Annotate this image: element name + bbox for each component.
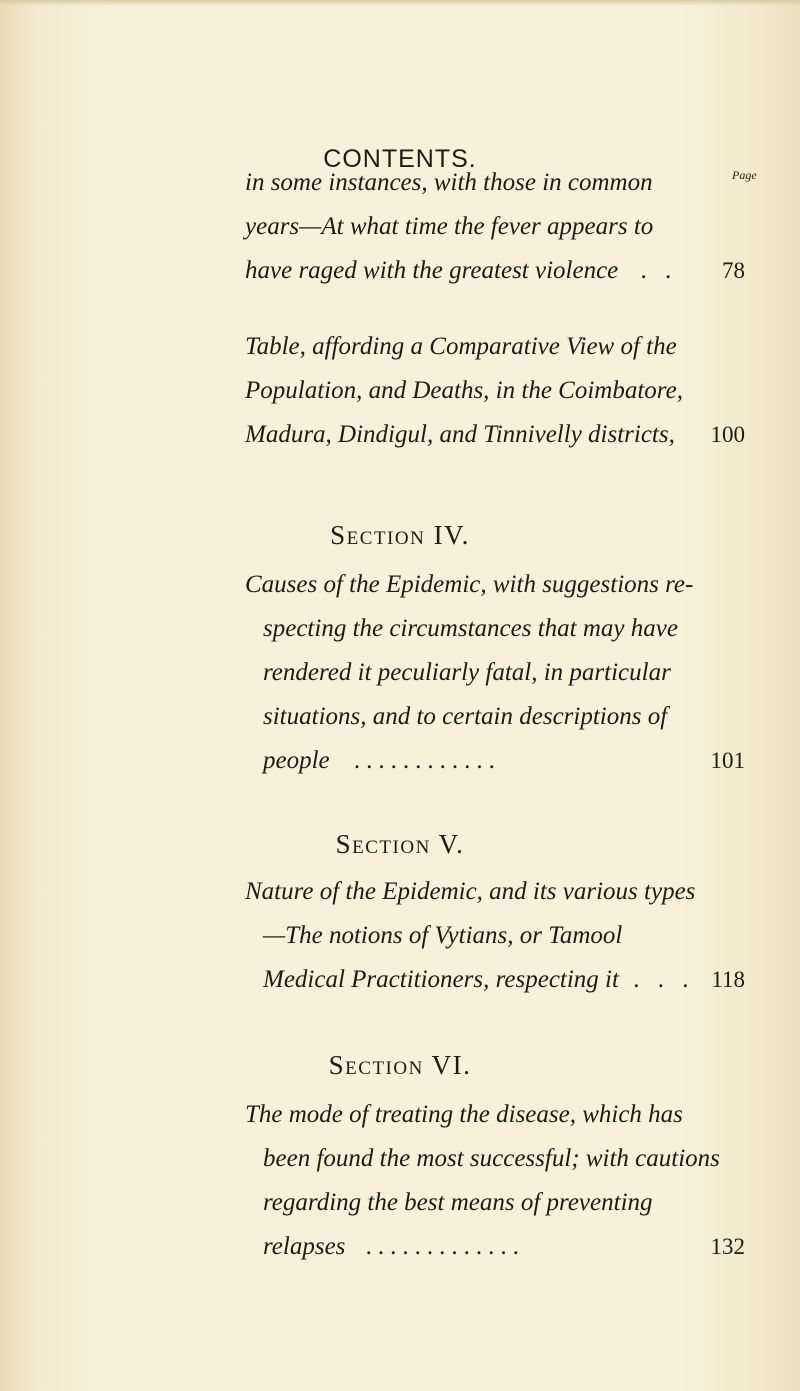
- contents-heading: CONTENTS.: [323, 145, 477, 173]
- dot-leader: ............: [353, 747, 501, 774]
- dot-leader: . .: [640, 257, 678, 284]
- section-heading: Section IV.: [330, 520, 470, 550]
- entry-line: years—At what time the fever appears to: [245, 213, 654, 240]
- dot-leader: .............: [365, 1233, 525, 1260]
- entry-line: Nature of the Epidemic, and its various types: [245, 878, 696, 905]
- dot-leader: . . .: [633, 966, 695, 993]
- entry-line-text: relapses: [263, 1233, 346, 1260]
- contents-entry: [245, 161, 745, 293]
- entry-line: regarding the best means of preventing: [263, 1189, 653, 1216]
- entry-line-text: Madura, Dindigul, and Tinnivelly districts,: [245, 421, 675, 448]
- entry-line: Causes of the Epidemic, with suggestions re-: [245, 571, 694, 598]
- contents-entry: [245, 870, 745, 1002]
- entry-line: situations, and to certain descriptions of: [263, 703, 668, 730]
- page-number: 78: [722, 258, 745, 283]
- page-number: 132: [710, 1234, 745, 1259]
- section-heading: Section VI.: [328, 1050, 472, 1080]
- entry-line: in some instances, with those in common: [245, 169, 653, 196]
- entry-line: The mode of treating the disease, which has: [245, 1101, 683, 1128]
- contents-entry: [245, 563, 745, 783]
- entry-line-last: [245, 413, 745, 457]
- entry-line: rendered it peculiarly fatal, in particular: [263, 659, 671, 686]
- contents-entry: [245, 325, 745, 457]
- entry-line-last: [245, 958, 745, 1002]
- page-number: 101: [710, 748, 745, 773]
- entry-line: Population, and Deaths, in the Coimbatore,: [245, 377, 683, 404]
- entry-line: Table, affording a Comparative View of the: [245, 333, 677, 360]
- entry-line: specting the circumstances that may have: [263, 615, 678, 642]
- page-number: 118: [711, 967, 745, 992]
- entry-line-last: [245, 249, 745, 293]
- contents-entry: [245, 1093, 745, 1269]
- entry-line-text: Medical Practitioners, respecting it: [263, 966, 619, 993]
- section-heading: Section V.: [335, 829, 465, 859]
- entry-line-last: [245, 1225, 745, 1269]
- page-number: 100: [710, 422, 745, 447]
- entry-line-last: [245, 739, 745, 783]
- page-column-label: Page: [732, 168, 757, 182]
- entry-line: been found the most successful; with cautions: [263, 1145, 720, 1172]
- page-top-edge: [0, 0, 800, 6]
- entry-line: —The notions of Vytians, or Tamool: [263, 922, 623, 949]
- entry-line-text: have raged with the greatest violence: [245, 257, 619, 284]
- entry-line-text: people: [263, 747, 330, 774]
